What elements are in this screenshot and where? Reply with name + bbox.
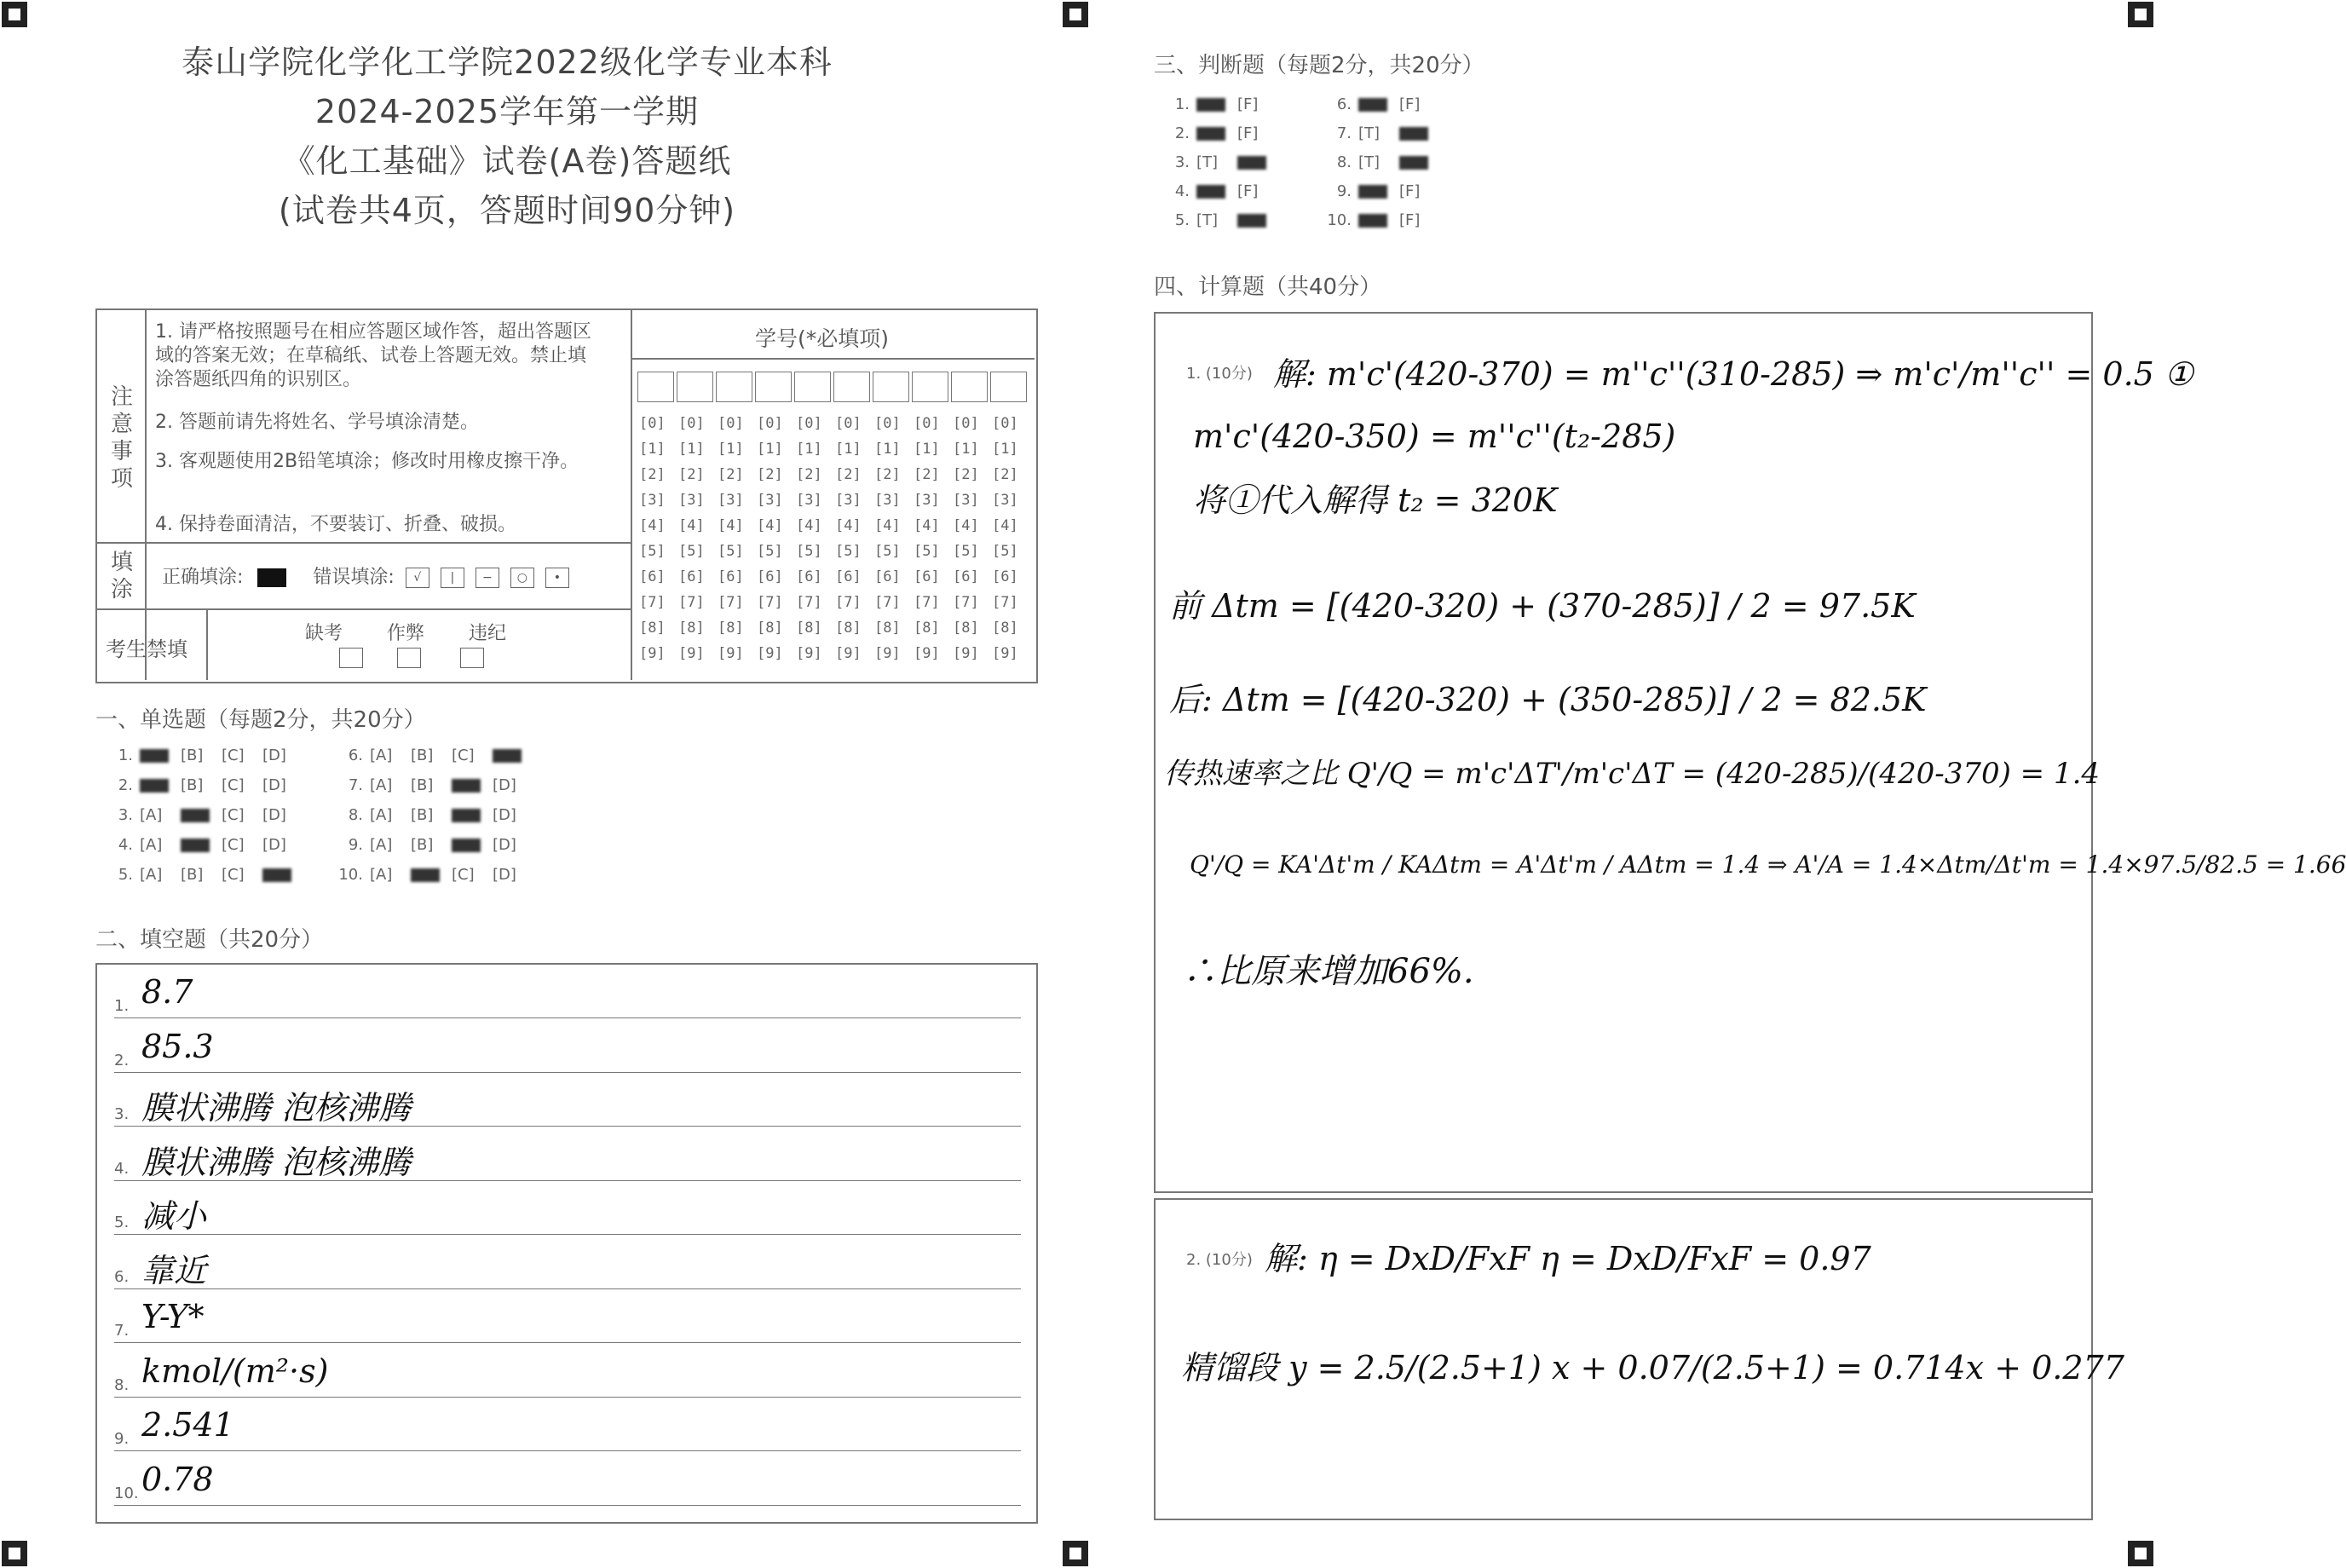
- student-id-digit-option[interactable]: [3]: [953, 492, 979, 509]
- student-id-digit-option[interactable]: [1]: [678, 441, 705, 458]
- header-exam-info: (试卷共4页，答题时间90分钟): [278, 192, 736, 229]
- blank-number: 3.: [114, 1105, 130, 1123]
- student-id-digit-option[interactable]: [2]: [992, 466, 1018, 483]
- choice-option[interactable]: [A]: [370, 747, 393, 764]
- choice-option[interactable]: [D]: [493, 836, 516, 854]
- student-id-digit-option[interactable]: [2]: [678, 466, 705, 483]
- student-id-digit-option[interactable]: [9]: [757, 645, 783, 662]
- student-id-digit-option[interactable]: [7]: [678, 594, 705, 611]
- student-id-digit-box[interactable]: [794, 372, 831, 402]
- student-id-digit-box[interactable]: [833, 372, 870, 402]
- choice-option[interactable]: [C]: [222, 806, 245, 824]
- answer-line: [114, 1234, 1021, 1235]
- choice-row: [334, 806, 533, 824]
- choice-option[interactable]: [D]: [262, 747, 286, 764]
- student-id-digit-option[interactable]: [3]: [757, 492, 783, 509]
- student-id-digit-option[interactable]: [3]: [796, 492, 822, 509]
- student-id-digit-option[interactable]: [2]: [835, 466, 862, 483]
- choice-option[interactable]: [D]: [493, 806, 516, 824]
- student-id-digit-option[interactable]: [7]: [992, 594, 1018, 611]
- fill-side-label: 填 涂: [110, 550, 133, 602]
- blank-answer[interactable]: 8.7: [141, 973, 193, 1011]
- student-id-digit-column[interactable]: [992, 411, 1018, 666]
- judge-option[interactable]: [F]: [1399, 95, 1421, 113]
- wrong-fill-dot: •: [545, 568, 569, 588]
- choice-row: [104, 806, 303, 824]
- student-id-digit-option[interactable]: [0]: [835, 415, 862, 432]
- choice-option[interactable]: [D]: [493, 776, 516, 794]
- choice-option[interactable]: [B]: [181, 747, 204, 764]
- choice-option[interactable]: [A]: [370, 866, 393, 884]
- judge-number: 2.: [1174, 124, 1190, 142]
- choice-option[interactable]: [A]: [370, 776, 393, 794]
- judge-row: [1161, 211, 1278, 229]
- judge-number: 6.: [1336, 95, 1352, 113]
- student-id-digit-option[interactable]: [1]: [953, 441, 979, 458]
- blank-answer[interactable]: 2.541: [141, 1406, 234, 1444]
- blank-answer[interactable]: kmol/(m²·s): [141, 1352, 329, 1390]
- wrong-fill-dash: −: [476, 568, 499, 588]
- judge-row: [1161, 182, 1278, 200]
- choice-option[interactable]: [B]: [411, 836, 434, 854]
- choice-number: 9.: [348, 836, 363, 854]
- student-id-digit-option[interactable]: [9]: [874, 645, 901, 662]
- student-id-digit-option[interactable]: [5]: [992, 543, 1018, 560]
- choice-filled-mark[interactable]: [262, 868, 291, 882]
- student-id-digit-option[interactable]: [4]: [796, 517, 822, 534]
- student-id-digit-option[interactable]: [0]: [639, 415, 666, 432]
- student-id-digit-option[interactable]: [8]: [757, 620, 783, 637]
- blank-number: 9.: [114, 1430, 130, 1448]
- blank-answer[interactable]: 膜状沸腾 泡核沸腾: [141, 1089, 412, 1127]
- header-term: 2024-2025学年第一学期: [314, 93, 700, 130]
- flag-absent-label: 缺考: [305, 623, 343, 644]
- student-id-label: 学号(*必填项): [755, 326, 890, 351]
- choice-option[interactable]: [C]: [222, 836, 245, 854]
- student-id-digit-option[interactable]: [2]: [953, 466, 979, 483]
- choice-row: [104, 747, 303, 764]
- student-id-digit-option[interactable]: [5]: [914, 543, 940, 560]
- calc-q1-line-1: 解: m'c'(420-370) = m''c''(310-285) ⇒ m'c'/m''c'' = 0.5 ①: [1273, 355, 2193, 393]
- student-id-digit-option[interactable]: [2]: [796, 466, 822, 483]
- choice-number: 5.: [118, 866, 133, 884]
- judge-number: 9.: [1336, 182, 1352, 200]
- student-id-digit-column[interactable]: [835, 411, 862, 666]
- judge-row: [1323, 124, 1440, 142]
- student-id-digit-option[interactable]: [4]: [953, 517, 979, 534]
- choice-option[interactable]: [C]: [222, 866, 245, 884]
- student-id-digit-option[interactable]: [7]: [835, 594, 862, 611]
- choice-option[interactable]: [A]: [370, 806, 393, 824]
- answer-line: [114, 1017, 1021, 1018]
- choice-filled-mark[interactable]: [140, 779, 169, 793]
- corner-mark-top-left: [2, 2, 27, 27]
- student-id-digit-column[interactable]: [639, 411, 666, 666]
- choice-option[interactable]: [D]: [262, 806, 286, 824]
- calc-q1-line-8: ∴比原来增加66%.: [1183, 952, 1474, 991]
- student-id-digit-box[interactable]: [677, 372, 713, 402]
- student-id-digit-option[interactable]: [5]: [796, 543, 822, 560]
- judge-row: [1323, 211, 1440, 229]
- choice-option[interactable]: [A]: [140, 866, 163, 884]
- answer-line: [114, 1397, 1021, 1398]
- student-id-digit-option[interactable]: [3]: [718, 492, 744, 509]
- judge-row: [1161, 124, 1278, 142]
- blank-number: 5.: [114, 1213, 130, 1231]
- student-id-digit-option[interactable]: [6]: [874, 568, 901, 585]
- student-id-digit-option[interactable]: [8]: [874, 620, 901, 637]
- student-id-digit-option[interactable]: [7]: [718, 594, 744, 611]
- section1-title: 一、单选题（每题2分，共20分）: [95, 707, 426, 733]
- student-id-digit-option[interactable]: [8]: [678, 620, 705, 637]
- student-id-digit-option[interactable]: [4]: [678, 517, 705, 534]
- choice-option[interactable]: [B]: [181, 866, 204, 884]
- student-id-digit-option[interactable]: [2]: [718, 466, 744, 483]
- judge-filled-mark[interactable]: [1196, 185, 1225, 199]
- choice-option[interactable]: [B]: [411, 776, 434, 794]
- judge-filled-mark[interactable]: [1358, 98, 1387, 112]
- judge-number: 7.: [1336, 124, 1352, 142]
- judge-filled-mark[interactable]: [1237, 214, 1266, 228]
- judge-filled-mark[interactable]: [1196, 98, 1225, 112]
- blank-number: 1.: [114, 997, 130, 1015]
- choice-option[interactable]: [B]: [181, 776, 204, 794]
- answer-line: [114, 1288, 1021, 1289]
- student-id-digit-column[interactable]: [718, 411, 744, 666]
- student-id-digit-option[interactable]: [2]: [874, 466, 901, 483]
- choice-number: 3.: [118, 806, 133, 824]
- student-id-digit-option[interactable]: [5]: [757, 543, 783, 560]
- student-id-digit-column[interactable]: [914, 411, 940, 666]
- judge-option[interactable]: [T]: [1196, 153, 1219, 171]
- blank-answer[interactable]: 膜状沸腾 泡核沸腾: [141, 1143, 412, 1181]
- blank-number: 7.: [114, 1322, 130, 1340]
- choice-number: 6.: [348, 747, 363, 764]
- calc-q1-line-5: 后: Δtm = [(420-320) + (350-285)] / 2 = 82.5K: [1169, 681, 1927, 718]
- fill-example-row: 正确填涂: 错误填涂: √ | − ○ •: [162, 562, 569, 589]
- student-id-digit-column[interactable]: [757, 411, 783, 666]
- student-id-digit-option[interactable]: [6]: [757, 568, 783, 585]
- choice-number: 10.: [338, 866, 363, 884]
- blank-number: 8.: [114, 1375, 130, 1394]
- choice-row: [334, 836, 533, 854]
- blank-answer[interactable]: 85.3: [141, 1027, 214, 1065]
- choice-row: [334, 866, 533, 884]
- student-id-digit-box[interactable]: [755, 372, 792, 402]
- choice-option[interactable]: [A]: [140, 806, 163, 824]
- judge-filled-mark[interactable]: [1399, 156, 1428, 170]
- student-id-digit-option[interactable]: [9]: [639, 645, 666, 662]
- corner-mark-top-right: [2128, 2, 2153, 27]
- student-id-digit-option[interactable]: [6]: [718, 568, 744, 585]
- blank-number: 6.: [114, 1267, 130, 1286]
- choice-row: [104, 776, 303, 794]
- blank-answer[interactable]: Y-Y*: [141, 1298, 205, 1335]
- student-id-digit-option[interactable]: [2]: [757, 466, 783, 483]
- correct-fill-sample: [257, 568, 286, 587]
- student-id-digit-option[interactable]: [6]: [678, 568, 705, 585]
- choice-number: 1.: [118, 747, 133, 764]
- student-id-digit-option[interactable]: [5]: [835, 543, 862, 560]
- flag-absent-box[interactable]: [339, 648, 363, 668]
- choice-option[interactable]: [C]: [222, 776, 245, 794]
- student-id-digit-box[interactable]: [951, 372, 988, 402]
- choice-option[interactable]: [D]: [493, 866, 516, 884]
- student-id-digit-option[interactable]: [5]: [678, 543, 705, 560]
- choice-number: 4.: [118, 836, 133, 854]
- student-id-digit-option[interactable]: [7]: [914, 594, 940, 611]
- student-id-digit-option[interactable]: [4]: [874, 517, 901, 534]
- student-id-digit-option[interactable]: [1]: [874, 441, 901, 458]
- student-id-digit-option[interactable]: [1]: [718, 441, 744, 458]
- fill-blank-box: [95, 963, 1038, 1524]
- choice-option[interactable]: [D]: [262, 776, 286, 794]
- student-id-digit-option[interactable]: [1]: [914, 441, 940, 458]
- choice-number: 2.: [118, 776, 133, 794]
- notice-item-3: 3. 客观题使用2B铅笔填涂；修改时用橡皮擦干净。: [155, 451, 579, 472]
- flag-cheat-box[interactable]: [397, 648, 421, 668]
- wrong-fill-bar: |: [441, 568, 464, 588]
- student-id-digit-option[interactable]: [5]: [953, 543, 979, 560]
- student-id-digit-box[interactable]: [912, 372, 948, 402]
- choice-row: [334, 776, 533, 794]
- student-id-digit-option[interactable]: [1]: [992, 441, 1018, 458]
- judge-row: [1161, 153, 1278, 171]
- judge-option[interactable]: [F]: [1399, 211, 1421, 229]
- calc-q2-line-1: 解: η = DxD/FxF η = DxD/FxF = 0.97: [1265, 1240, 1871, 1277]
- choice-row: [334, 747, 533, 764]
- exam-restricted-label: 考生禁填: [106, 637, 187, 661]
- student-id-digit-option[interactable]: [2]: [639, 466, 666, 483]
- notice-item-1: 1. 请严格按照题号在相应答题区域作答，超出答题区域的答案无效；在草稿纸、试卷上答题无效。禁止填涂答题纸四角的识别区。: [155, 321, 591, 390]
- student-id-digit-option[interactable]: [1]: [757, 441, 783, 458]
- notice-item-4: 4. 保持卷面清洁，不要装订、折叠、破损。: [155, 514, 516, 535]
- judge-number: 5.: [1174, 211, 1190, 229]
- student-id-digit-option[interactable]: [8]: [639, 620, 666, 637]
- student-id-digit-option[interactable]: [8]: [796, 620, 822, 637]
- answer-line: [114, 1505, 1021, 1506]
- judge-option[interactable]: [F]: [1237, 182, 1259, 200]
- answer-line: [114, 1342, 1021, 1343]
- choice-filled-mark[interactable]: [181, 839, 210, 852]
- student-id-digit-option[interactable]: [5]: [639, 543, 666, 560]
- choice-filled-mark[interactable]: [452, 779, 481, 793]
- header-institution: 泰山学院化学化工学院2022级化学专业本科: [182, 43, 833, 81]
- student-id-digit-option[interactable]: [9]: [953, 645, 979, 662]
- student-id-digit-option[interactable]: [3]: [992, 492, 1018, 509]
- student-id-digit-option[interactable]: [6]: [835, 568, 862, 585]
- choice-row: [104, 836, 303, 854]
- student-id-digit-option[interactable]: [8]: [718, 620, 744, 637]
- student-id-digit-option[interactable]: [3]: [678, 492, 705, 509]
- answer-line: [114, 1450, 1021, 1451]
- student-id-digit-option[interactable]: [6]: [953, 568, 979, 585]
- choice-filled-mark[interactable]: [493, 749, 522, 763]
- flag-violation-label: 违纪: [469, 623, 507, 644]
- student-id-digit-option[interactable]: [6]: [992, 568, 1018, 585]
- judge-row: [1323, 95, 1440, 113]
- student-id-digit-column[interactable]: [796, 411, 822, 666]
- choice-number: 7.: [348, 776, 363, 794]
- student-id-digit-option[interactable]: [4]: [757, 517, 783, 534]
- judge-option[interactable]: [T]: [1358, 153, 1381, 171]
- choice-filled-mark[interactable]: [452, 839, 481, 852]
- calc-q1-line-2: m'c'(420-350) = m''c''(t₂-285): [1193, 418, 1676, 455]
- blank-answer[interactable]: 靠近: [141, 1251, 207, 1289]
- student-id-digit-box[interactable]: [637, 372, 674, 402]
- flag-cheat-label: 作弊: [387, 623, 425, 644]
- student-id-digit-option[interactable]: [6]: [796, 568, 822, 585]
- flag-violation-box[interactable]: [460, 648, 484, 668]
- judge-option[interactable]: [F]: [1399, 182, 1421, 200]
- student-id-digit-option[interactable]: [7]: [953, 594, 979, 611]
- student-id-digit-option[interactable]: [8]: [953, 620, 979, 637]
- blank-number: 4.: [114, 1159, 130, 1178]
- student-id-digit-option[interactable]: [7]: [874, 594, 901, 611]
- student-id-digit-option[interactable]: [9]: [796, 645, 822, 662]
- choice-row: [104, 866, 303, 884]
- choice-option[interactable]: [C]: [452, 866, 475, 884]
- calc-q2-label: 2. (10分): [1186, 1251, 1253, 1269]
- choice-option[interactable]: [B]: [411, 806, 434, 824]
- student-id-digit-option[interactable]: [9]: [992, 645, 1018, 662]
- student-id-digit-option[interactable]: [2]: [914, 466, 940, 483]
- judge-option[interactable]: [T]: [1196, 211, 1219, 229]
- judge-number: 1.: [1174, 95, 1190, 113]
- student-id-digit-option[interactable]: [0]: [678, 415, 705, 432]
- choice-option[interactable]: [A]: [370, 836, 393, 854]
- judge-number: 10.: [1327, 211, 1352, 229]
- student-id-digit-option[interactable]: [1]: [796, 441, 822, 458]
- calc-q1-line-6: 传热速率之比 Q'/Q = m'c'ΔT'/m'c'ΔT = (420-285)/(420-370) = 1.4: [1164, 757, 2101, 791]
- student-id-digit-option[interactable]: [3]: [835, 492, 862, 509]
- student-id-digit-column[interactable]: [953, 411, 979, 666]
- student-id-digit-option[interactable]: [4]: [835, 517, 862, 534]
- student-id-digit-option[interactable]: [7]: [796, 594, 822, 611]
- student-id-digit-option[interactable]: [8]: [992, 620, 1018, 637]
- choice-filled-mark[interactable]: [411, 868, 440, 882]
- student-id-digit-option[interactable]: [0]: [796, 415, 822, 432]
- judge-option[interactable]: [F]: [1237, 124, 1259, 142]
- student-id-digit-option[interactable]: [6]: [639, 568, 666, 585]
- choice-option[interactable]: [B]: [411, 747, 434, 764]
- judge-filled-mark[interactable]: [1237, 156, 1266, 170]
- choice-option[interactable]: [C]: [222, 747, 245, 764]
- student-id-digit-option[interactable]: [1]: [639, 441, 666, 458]
- choice-filled-mark[interactable]: [140, 749, 169, 763]
- calc-q1-label: 1. (10分): [1186, 365, 1253, 383]
- notice-side-label: 注 意 事 项: [110, 384, 133, 492]
- student-id-digit-option[interactable]: [3]: [874, 492, 901, 509]
- section2-title: 二、填空题（共20分）: [95, 927, 324, 953]
- student-id-digit-option[interactable]: [3]: [639, 492, 666, 509]
- choice-option[interactable]: [C]: [452, 747, 475, 764]
- student-id-digit-option[interactable]: [0]: [757, 415, 783, 432]
- judge-number: 8.: [1336, 153, 1352, 171]
- blank-answer[interactable]: 0.78: [141, 1460, 214, 1498]
- student-id-digit-box[interactable]: [990, 372, 1027, 402]
- header-exam-title: 《化工基础》试卷(A卷)答题纸: [282, 142, 732, 180]
- student-id-digit-option[interactable]: [9]: [718, 645, 744, 662]
- student-id-digit-option[interactable]: [0]: [992, 415, 1018, 432]
- calc-q2-line-2: 精馏段 y = 2.5/(2.5+1) x + 0.07/(2.5+1) = 0.714x + 0.277: [1181, 1349, 2124, 1386]
- judge-row: [1323, 153, 1440, 171]
- judge-filled-mark[interactable]: [1399, 127, 1428, 141]
- judge-row: [1323, 182, 1440, 200]
- student-id-digit-option[interactable]: [7]: [639, 594, 666, 611]
- blank-number: 10.: [114, 1484, 139, 1502]
- judge-number: 4.: [1174, 182, 1190, 200]
- judge-option[interactable]: [T]: [1358, 124, 1381, 142]
- student-id-digit-option[interactable]: [0]: [718, 415, 744, 432]
- student-id-digit-option[interactable]: [4]: [639, 517, 666, 534]
- corner-mark-bottom-middle: [1063, 1541, 1088, 1566]
- student-id-digit-option[interactable]: [5]: [874, 543, 901, 560]
- student-id-digit-box[interactable]: [873, 372, 909, 402]
- student-id-digit-option[interactable]: [8]: [835, 620, 862, 637]
- student-id-digit-column[interactable]: [678, 411, 705, 666]
- wrong-fill-circle: ○: [510, 568, 534, 588]
- blank-answer[interactable]: 减小: [141, 1197, 207, 1235]
- judge-filled-mark[interactable]: [1196, 127, 1225, 141]
- choice-option[interactable]: [D]: [262, 836, 286, 854]
- student-id-digit-option[interactable]: [0]: [874, 415, 901, 432]
- calc-q1-line-7: Q'/Q = KA'Δt'm / KAΔtm = A'Δt'm / AΔtm = 1.4 ⇒ A'/A = 1.4×Δtm/Δt'm = 1.4×97.5/82.5 = 1.66: [1190, 850, 2346, 879]
- corner-mark-bottom-left: [2, 1541, 27, 1566]
- wrong-fill-check: √: [406, 568, 429, 588]
- section3-title: 三、判断题（每题2分，共20分）: [1154, 53, 1484, 78]
- judge-number: 3.: [1174, 153, 1190, 171]
- judge-filled-mark[interactable]: [1358, 214, 1387, 228]
- student-id-digit-option[interactable]: [4]: [992, 517, 1018, 534]
- student-id-digit-option[interactable]: [8]: [914, 620, 940, 637]
- judge-row: [1161, 95, 1278, 113]
- choice-filled-mark[interactable]: [452, 809, 481, 822]
- student-id-digit-option[interactable]: [1]: [835, 441, 862, 458]
- student-id-digit-option[interactable]: [4]: [718, 517, 744, 534]
- choice-filled-mark[interactable]: [181, 809, 210, 822]
- calc-q1-line-4: 前 Δtm = [(420-320) + (370-285)] / 2 = 97.5K: [1169, 587, 1916, 625]
- student-id-digit-option[interactable]: [0]: [953, 415, 979, 432]
- student-id-digit-option[interactable]: [7]: [757, 594, 783, 611]
- judge-option[interactable]: [F]: [1237, 95, 1259, 113]
- student-id-digit-option[interactable]: [6]: [914, 568, 940, 585]
- choice-number: 8.: [348, 806, 363, 824]
- calc-q1-line-3: 将①代入解得 t₂ = 320K: [1193, 481, 1558, 519]
- student-id-digit-box[interactable]: [716, 372, 752, 402]
- student-id-digit-option[interactable]: [4]: [914, 517, 940, 534]
- corner-mark-bottom-right: [2128, 1541, 2153, 1566]
- answer-line: [114, 1072, 1021, 1073]
- corner-mark-top-middle: [1063, 2, 1088, 27]
- blank-number: 2.: [114, 1051, 130, 1069]
- notice-item-2: 2. 答题前请先将姓名、学号填涂清楚。: [155, 412, 479, 433]
- student-id-digit-column[interactable]: [874, 411, 901, 666]
- student-id-digit-option[interactable]: [0]: [914, 415, 940, 432]
- judge-filled-mark[interactable]: [1358, 185, 1387, 199]
- choice-option[interactable]: [A]: [140, 836, 163, 854]
- student-id-digit-option[interactable]: [9]: [835, 645, 862, 662]
- student-id-digit-option[interactable]: [9]: [678, 645, 705, 662]
- student-id-digit-option[interactable]: [9]: [914, 645, 940, 662]
- student-id-digit-option[interactable]: [3]: [914, 492, 940, 509]
- section4-title: 四、计算题（共40分）: [1154, 274, 1382, 300]
- student-id-digit-option[interactable]: [5]: [718, 543, 744, 560]
